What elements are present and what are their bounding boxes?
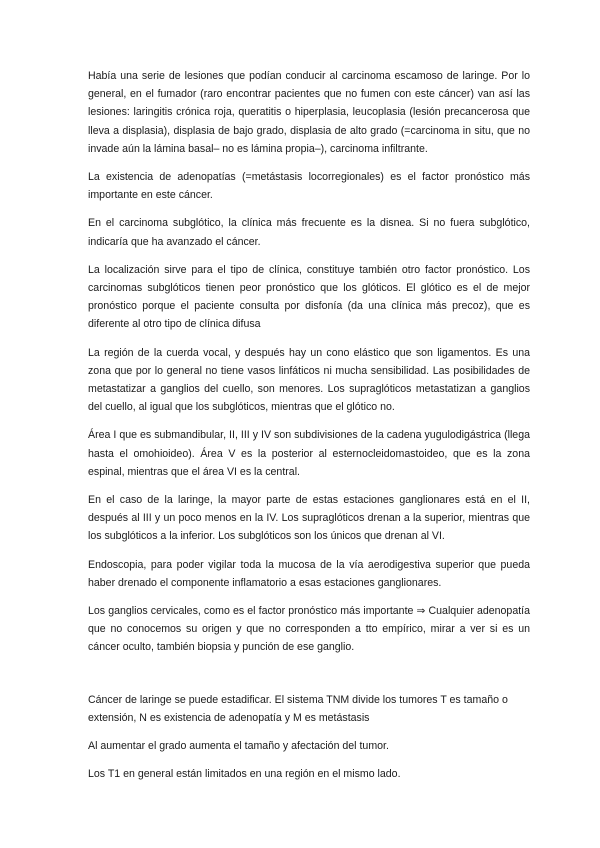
paragraph-cuerda-vocal: La región de la cuerda vocal, y después hay un cono elástico que son ligamentos. Es una zona que por lo general no tiene vasos linfáticos ni mucha sensibilidad. Las posibilidades de metastatizar a ganglios del cuello, son menores. Los supraglóticos metastatizan a ganglios del cuello, al igual que los subglóticos, mientras que el glótico no. [88,346,530,414]
paragraph-t1: Los T1 en general están limitados en una región en el mismo lado. [88,768,401,781]
paragraph-localizacion: La localización sirve para el tipo de clínica, constituye también otro factor pronóstico. Los carcinomas subglóticos tienen peor pronóstico que los glóticos. El glótico es el de mejor pronóstico porque el paciente consulta por disfonía (da una clínica más precoz), que es diferente al otro tipo de clínica difusa [88,263,530,331]
paragraph-estaciones: En el caso de la laringe, la mayor parte de estas estaciones ganglionares está en el II, después al III y un poco menos en la IV. Los supraglóticos drenan a la superior, mientras que los subglóticos a la inferior. Los subglóticos son los únicos que drenan al VI. [88,494,530,543]
paragraph-lesiones: Había una serie de lesiones que podían conducir al carcinoma escamoso de laringe. Por lo general, en el fumador (raro encontrar pacientes que no fumen con este cáncer) van así las lesiones: laringitis crónica roja, queratitis o hiperplasia, leucoplasia (lesión precancerosa que lleva a displasia), displasia de bajo grado, displasia de alto grado (=carcinoma in situ, que no invade aún la lámina basal– no es lámina propia–), carcinoma infiltrante. [88,70,530,155]
paragraph-adenopatias: La existencia de adenopatías (=metástasis locorregionales) es el factor pronóstico más importante en este cáncer. [88,171,530,202]
paragraph-areas: Área I que es submandibular, II, III y IV son subdivisiones de la cadena yugulodigástrica (llega hasta el omohioideo). Área V es la posterior al esternocleidomastoideo, que es la zona espinal, mientras que el área VI es la central. [88,429,530,478]
paragraph-estadificacion: Cáncer de laringe se puede estadificar. El sistema TNM divide los tumores T es tamaño o extensión, N es existencia de adenopatía y M es metástasis [88,693,508,724]
paragraph-subglotico: En el carcinoma subglótico, la clínica más frecuente es la disnea. Si no fuera subglótico, indicaría que ha avanzado el cáncer. [88,217,530,248]
section-gap [88,667,530,691]
paragraph-endoscopia: Endoscopia, para poder vigilar toda la mucosa de la vía aerodigestiva superior que pueda haber drenado el componente inflamatorio a esas estaciones ganglionares. [88,558,530,589]
paragraph-grado: Al aumentar el grado aumenta el tamaño y afectación del tumor. [88,740,389,753]
document-page [88,67,530,794]
paragraph-ganglios: Los ganglios cervicales, como es el factor pronóstico más importante ⇒ Cualquier adenopatía que no conocemos su origen y que no corresponden a tto empírico, mirar a ver si es un cáncer oculto, también biopsia y punción de ese ganglio. [88,605,530,654]
